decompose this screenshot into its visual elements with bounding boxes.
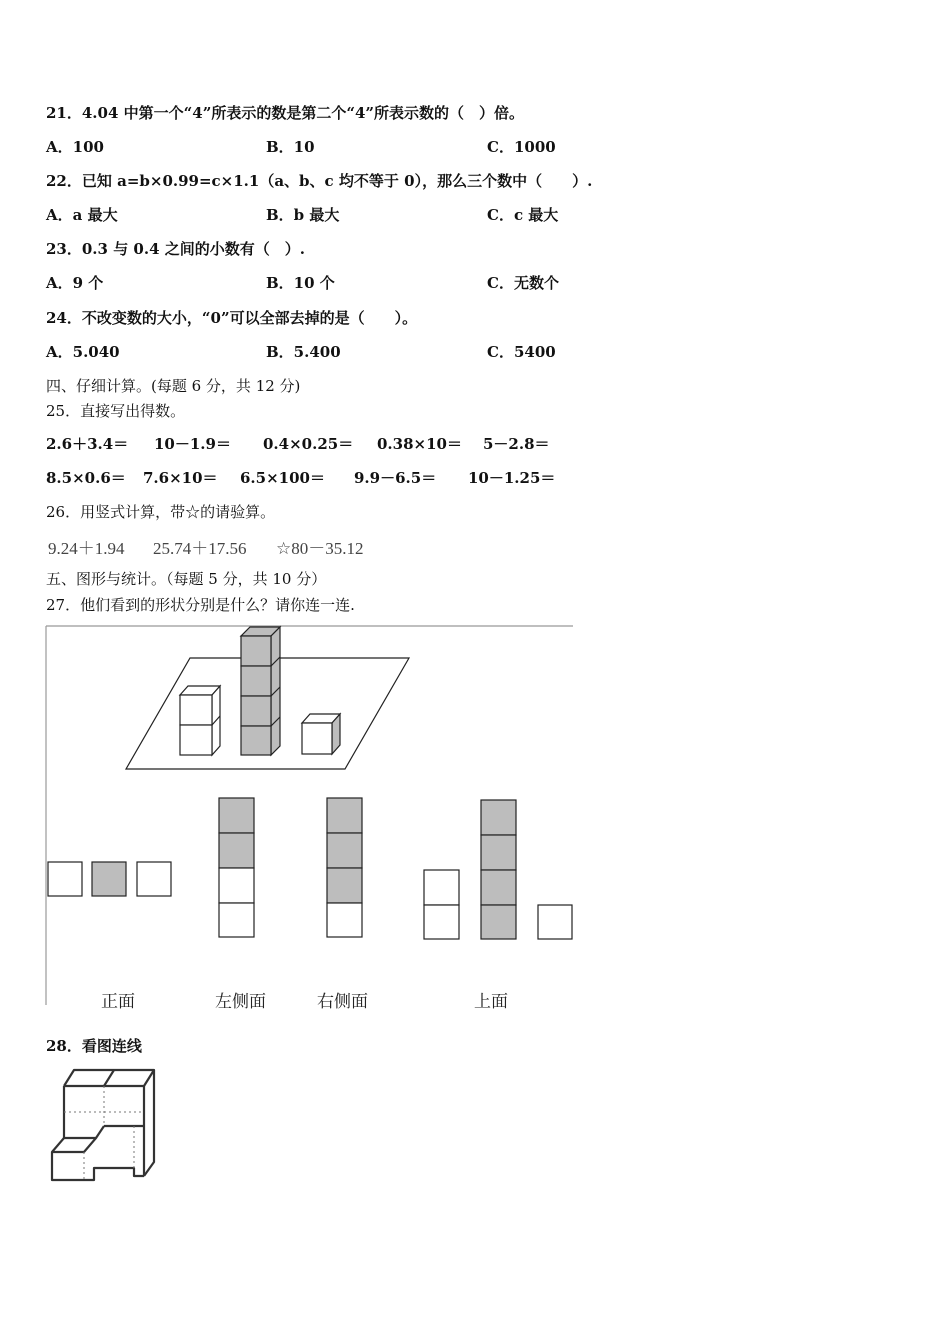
label-right-view: 右侧面: [317, 992, 368, 1012]
question-22-text: 22．已知 a=b×0.99=c×1.1（a、b、c 均不等于 0），那么三个数中（ ）.: [46, 172, 593, 190]
section-5-title: 五、图形与统计。（每题 5 分，共 10 分）: [46, 570, 327, 588]
q23-option-a[interactable]: A．9 个: [46, 274, 104, 292]
vertical-calc-item: ☆80－35.12: [276, 539, 364, 558]
calc-item: 10－1.9＝: [154, 435, 231, 453]
vertical-calc-item: 25.74＋17.56: [153, 539, 247, 558]
q22-option-b[interactable]: B．b 最大: [266, 206, 340, 224]
q22-option-c[interactable]: C．c 最大: [487, 206, 559, 224]
q24-option-b[interactable]: B．5.400: [266, 343, 341, 361]
label-front-view: 正面: [101, 992, 135, 1012]
calc-item: 2.6＋3.4＝: [46, 435, 129, 453]
cube-stack-left: [180, 686, 220, 755]
calc-item: 6.5×100＝: [240, 469, 325, 487]
question-24-text: 24．不改变数的大小，“0”可以全部去掉的是（ ）。: [46, 309, 418, 327]
q23-option-b[interactable]: B．10 个: [266, 274, 335, 292]
view-option-row: [48, 862, 171, 896]
question-21-text: 21．4.04 中第一个“4”所表示的数是第二个“4”所表示数的（ ）倍。: [46, 104, 525, 122]
label-top-view: 上面: [474, 992, 508, 1012]
q21-option-a[interactable]: A．100: [46, 138, 104, 156]
q21-option-c[interactable]: C．1000: [487, 138, 556, 156]
question-26-text: 26．用竖式计算，带☆的请验算。: [46, 503, 276, 521]
question-28-text: 28．看图连线: [46, 1037, 142, 1055]
q28-figure: [44, 1064, 164, 1186]
calc-item: 10－1.25＝: [468, 469, 556, 487]
question-23-text: 23．0.3 与 0.4 之间的小数有（ ）.: [46, 240, 305, 258]
q24-option-a[interactable]: A．5.040: [46, 343, 120, 361]
section-4-title: 四、仔细计算。(每题 6 分，共 12 分): [46, 377, 301, 395]
view-option-column-a: [219, 798, 254, 937]
cube-stack-tall: [241, 627, 280, 755]
view-option-combined: [424, 800, 572, 939]
cube-single-right: [302, 714, 340, 754]
calc-item: 8.5×0.6＝: [46, 469, 126, 487]
label-left-view: 左侧面: [215, 992, 266, 1012]
calc-item: 0.38×10＝: [377, 435, 462, 453]
calc-item: 5－2.8＝: [483, 435, 550, 453]
q23-option-c[interactable]: C．无数个: [487, 274, 559, 292]
question-25-text: 25．直接写出得数。: [46, 402, 186, 420]
calc-item: 7.6×10＝: [143, 469, 218, 487]
question-27-text: 27．他们看到的形状分别是什么？请你连一连.: [46, 596, 355, 614]
q21-option-b[interactable]: B．10: [266, 138, 315, 156]
q22-option-a[interactable]: A．a 最大: [46, 206, 118, 224]
q24-option-c[interactable]: C．5400: [487, 343, 556, 361]
view-option-column-b: [327, 798, 362, 937]
calc-item: 9.9－6.5＝: [354, 469, 437, 487]
vertical-calc-item: 9.24＋1.94: [48, 539, 125, 558]
calc-item: 0.4×0.25＝: [263, 435, 354, 453]
